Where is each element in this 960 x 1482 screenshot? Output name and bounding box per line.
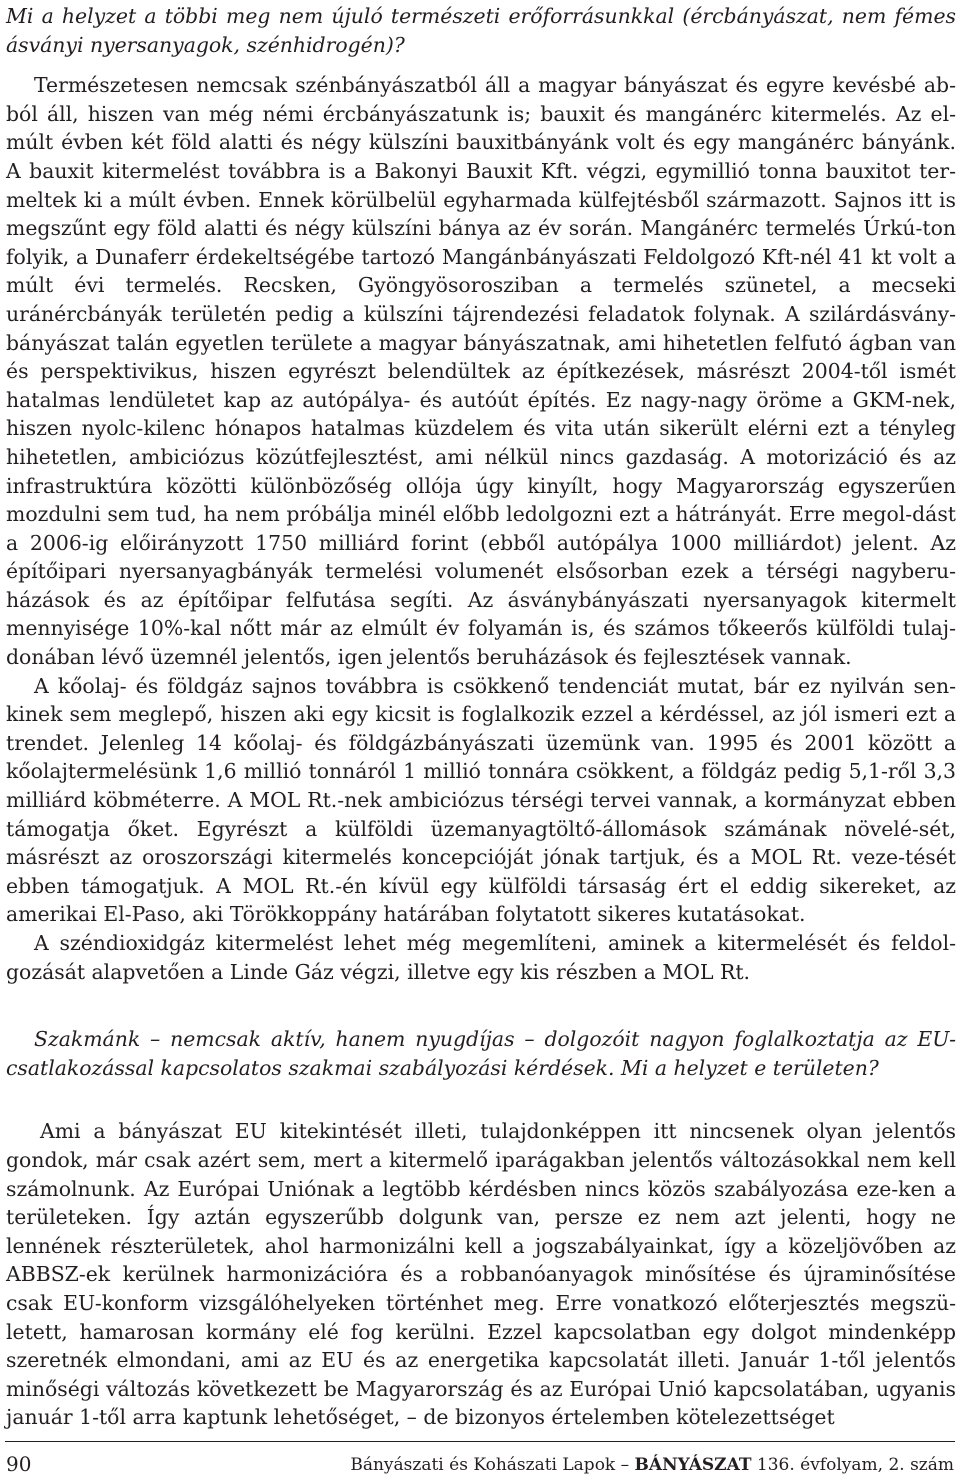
footer-divider [5,1441,955,1442]
journal-prefix: Bányászati és Kohászati Lapok – [350,1455,635,1475]
page-number: 90 [6,1452,32,1476]
journal-footer [350,1453,954,1477]
article-page [6,2,956,1432]
answer-1-paragraph-3: A széndioxidgáz kitermelést lehet még megemlíteni, aminek a kitermelését és feldol-gozását alapvetően a Linde Gáz végzi, illetve egy kis részben a MOL Rt. [6,931,956,984]
journal-issue: 136. évfolyam, 2. szám [751,1455,954,1475]
journal-name: BÁNYÁSZAT [634,1455,752,1475]
answer-1-paragraph-2: A kőolaj- és földgáz sajnos továbbra is csökkenő tendenciát mutat, bár ez nyilván sen-kinek sem meglepő, hiszen aki egy kicsit is foglalkozik ezzel a kérdéssel, az jól ismeri ezt a trendet. Jelenleg 14 kőolaj- és földgázbányászati üzemünk van. 1995 és 2001 között a kőolajtermelésünk 1,6 millió tonnáról 1 millió tonnára csökkent, a földgáz pedig 5,1-ről 3,3 milliárd köbméterre. A MOL Rt.-nek ambiciózus térségi tervei vannak, a kormányzat ebben támogatja őket. Egyrészt a külföldi üzemanyagtöltő-állomások számának növelé-sét, másrészt az oroszországi kitermelés koncepcióját jónak tartjuk, és a MOL Rt. veze-tését ebben támogatjuk. A MOL Rt.-én kívül egy külföldi társaság ért el eddig sikereket, az amerikai El-Paso, aki Törökkoppány határában folytatott sikeres kutatásokat. [6,673,956,927]
answer-1-paragraph-1: Természetesen nemcsak szénbányászatból áll a magyar bányászat és egyre kevésbé ab-ból áll, hiszen van még némi ércbányászatunk is; bauxit és mangánérc kitermelés. Az el-múlt évben két föld alatti és négy külszíni bauxitbányánk volt és egy mangánérc bányánk. A bauxit kitermelést továbbra is a Bakonyi Bauxit Kft. végzi, egymillió tonna bauxitot ter-meltek ki a múlt évben. Ennek körülbelül egyharmada külfejtésből származott. Sajnos itt is megszűnt egy föld alatti és négy külszíni bánya az év során. Mangánérc termelés Úrkú-ton folyik, a Dunaferr érdekeltségébe tartozó Mangánbányászati Feldolgozó Kft-nél 41 kt volt a múlt évi termelés. Recsken, Gyöngyösorosziban a termelés szünetel, a mecseki uránércbányák területén pedig a külszíni tájrendezési feladatok folynak. A szilárdásvány-bányászat talán egyetlen területe a magyar bányászatnak, ami hihetetlen felfutó ágban van és perspektivikus, hiszen egyrészt belendültek az építkezések, másrészt 2004-től ismét hatalmas lendületet kap az autópálya- és autóút építés. Ez nagy-nagy öröme a GKM-nek, hiszen nyolc-kilenc hónapos hatalmas küzdelem és vita után sikerült elérni ezt a tényleg hihetetlen, ambiciózus közútfejlesztést, ami nélkül nincs gazdaság. A motorizáció és az infrastruktúra közötti különbözőség ollója úgy kinyílt, hogy Magyarország egyszerűen mozdulni sem tud, ha nem próbálja minél előbb ledolgozni ezt a hátrányát. Erre megol-dást a 2006-ig előirányzott 1750 milliárd forint (ebből autópálya 1000 milliárdot) jelent. Az építőipari nyersanyagbányák termelési volumenét elsősorban ezek a térségi nagyberu-házások és az építőipar felfutása segíti. Az ásványbányászati nyersanyagok kitermelt mennyisége 10%-kal nőtt már az elmúlt év folyamán is, és számos tőkeerős külföldi tulaj-donában lévő üzemnél jelentős, igen jelentős beruházások és fejlesztések vannak. [6,73,956,670]
interview-question-2: Szakmánk – nemcsak aktív, hanem nyugdíjas – dolgozóit nagyon foglalkoztatja az EU-csatlakozással kapcsolatos szakmai szabályozási kérdések. Mi a helyzet e területen? [6,1027,956,1080]
interview-question-1: Mi a helyzet a többi meg nem újuló természeti erőforrásunkkal (ércbányászat, nem fémes ásványi nyersanyagok, szénhidrogén)? [6,4,956,57]
answer-2-paragraph: Ami a bányászat EU kitekintését illeti, tulajdonképpen itt nincsenek olyan jelentős gondok, már csak azért sem, mert a kitermelő iparágakban jelentős változásokkal nem kell számolnunk. Az Európai Uniónak a legtöbb kérdésben nincs közös szabályozása eze-ken a területeken. Így aztán egyszerűbb dolgunk van, persze ez nem azt jelenti, hogy ne lennének részterületek, ahol harmonizálni kell a jogszabályainkat, így a közeljövőben az ABBSZ-ek kerülnek harmonizációra és a robbanóanyagok minősítése és újraminősítése csak EU-konform vizsgálóhelyeken történhet meg. Erre vonatkozó előterjesztés megszü-letett, hamarosan kormány elé fog kerülni. Ezzel kapcsolatban egy dolgot mindenképp szeretnék elmondani, ami az EU és az energetika kapcsolatát illeti. Január 1-től jelentős minőségi változás következett be Magyarország és az Európai Unió kapcsolatában, ugyanis január 1-től arra kaptunk lehetőséget, – de bizonyos értelemben kötelezettséget [6,1119,956,1430]
